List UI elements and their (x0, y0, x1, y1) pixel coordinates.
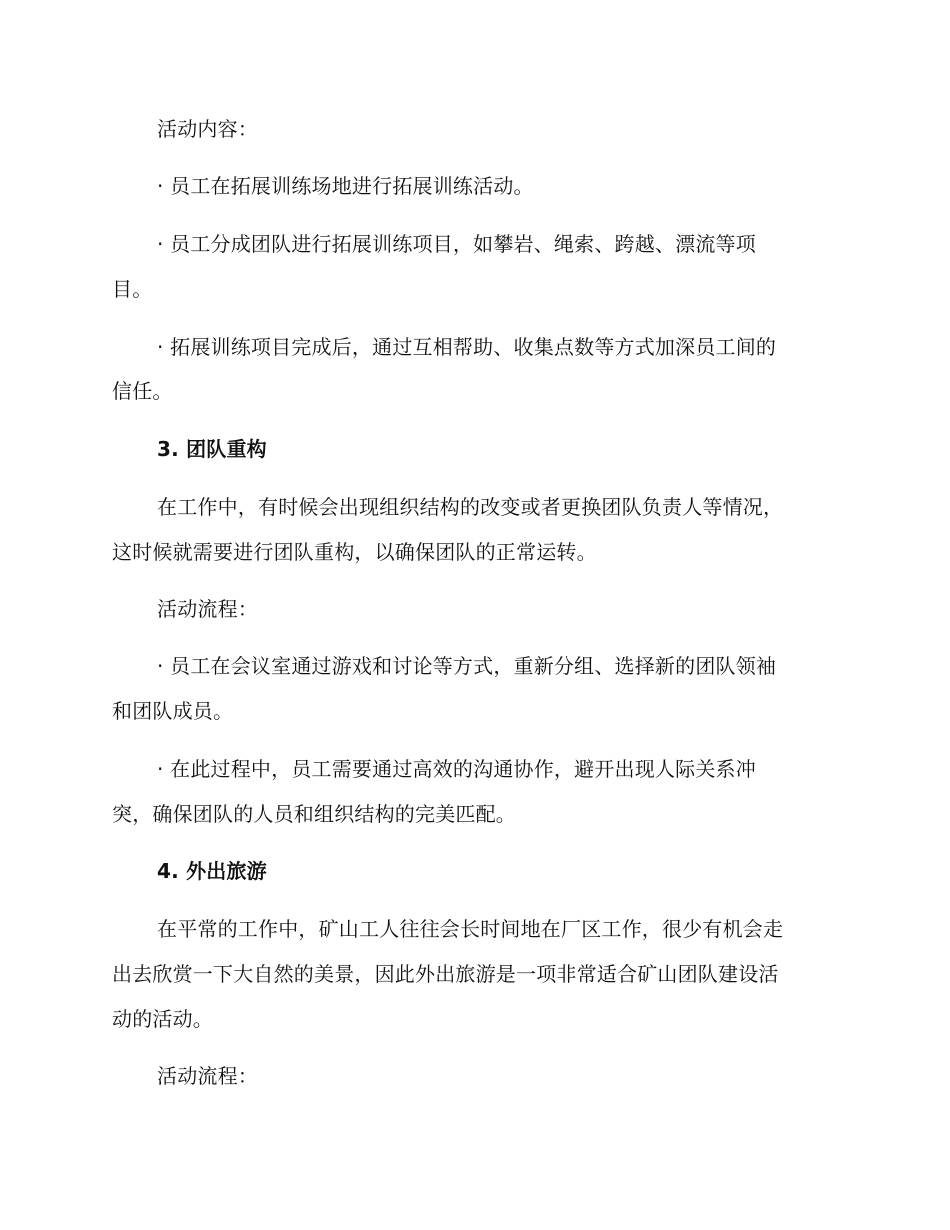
paragraph-line: 信任。 (112, 379, 173, 403)
paragraph-line: · 员工分成团队进行拓展训练项目，如攀岩、绳索、跨越、漂流等项 (157, 232, 756, 256)
paragraph-line: · 员工在会议室通过游戏和讨论等方式，重新分组、选择新的团队领袖 (157, 654, 777, 678)
activity-process-label: 活动流程： (157, 1064, 258, 1088)
paragraph-line: 和团队成员。 (112, 699, 234, 723)
paragraph-line: · 在此过程中，员工需要通过高效的沟通协作，避开出现人际关系冲 (157, 757, 756, 781)
section-heading-team-restructure: 3. 团队重构 (157, 437, 267, 461)
paragraph-line: 在平常的工作中，矿山工人往往会长时间地在厂区工作，很少有机会走 (157, 917, 784, 941)
paragraph-line: 出去欣赏一下大自然的美景，因此外出旅游是一项非常适合矿山团队建设活 (112, 962, 779, 986)
paragraph-line: 在工作中，有时候会出现组织结构的改变或者更换团队负责人等情况， (157, 495, 784, 519)
paragraph-line: 动的活动。 (112, 1007, 213, 1031)
paragraph-line: 突，确保团队的人员和组织结构的完美匹配。 (112, 802, 516, 826)
paragraph-line: · 员工在拓展训练场地进行拓展训练活动。 (157, 174, 534, 198)
paragraph-line: · 拓展训练项目完成后，通过互相帮助、收集点数等方式加深员工间的 (157, 335, 777, 359)
section-heading-outing: 4. 外出旅游 (157, 859, 267, 883)
activity-content-label: 活动内容： (157, 117, 258, 141)
paragraph-line: 目。 (112, 277, 153, 301)
paragraph-line: 这时候就需要进行团队重构，以确保团队的正常运转。 (112, 540, 597, 564)
activity-process-label: 活动流程： (157, 597, 258, 621)
